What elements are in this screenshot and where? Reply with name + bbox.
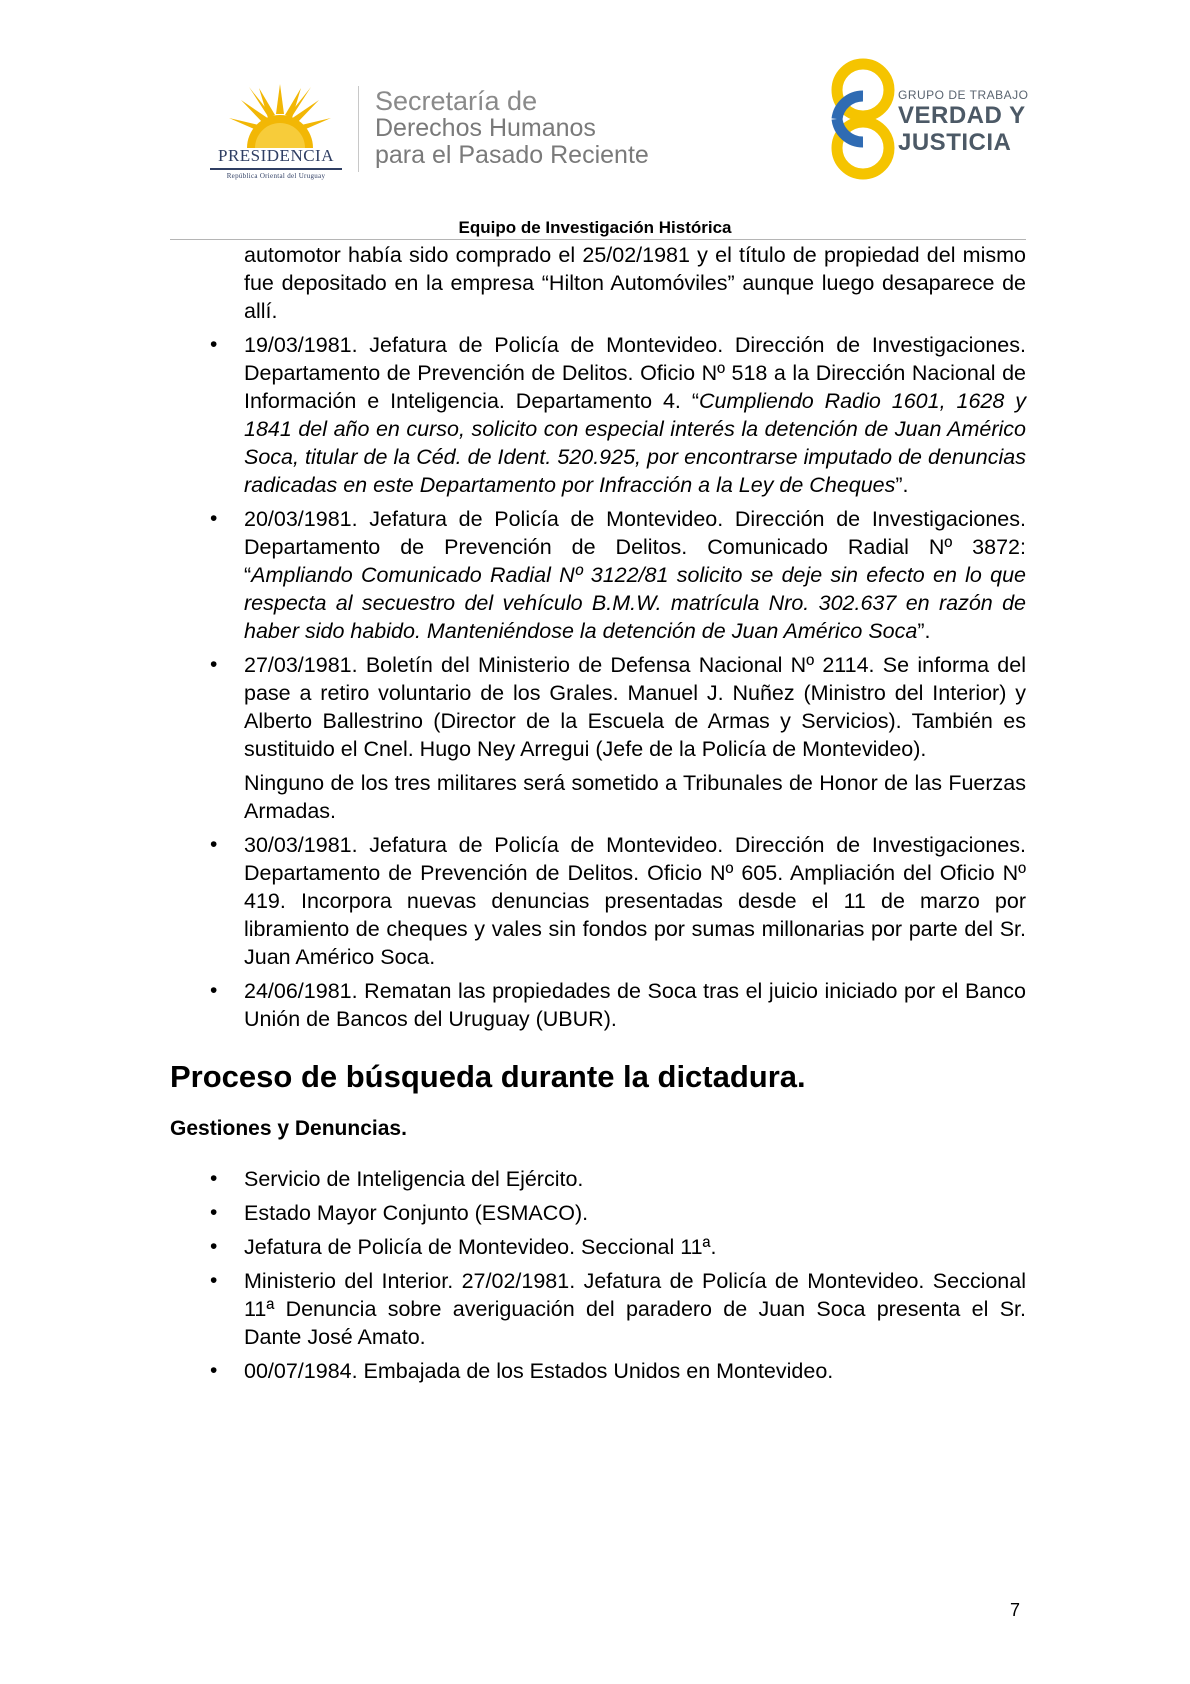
item-quote: Ampliando Comunicado Radial Nº 3122/81 solicito se deje sin efecto en lo que respecta al secuestro del vehículo B.M.W. matrícula Nro. 302.637 en razón de haber sido habido. Manteniéndose la detención de Juan Américo Soca [244, 563, 1026, 643]
header-title: Equipo de Investigación Histórica [458, 218, 732, 237]
page-content [170, 241, 1026, 1391]
item-lead: 20/03/1981. Jefatura de Policía de Montevideo. Dirección de Investigaciones. Departamento de Prevención de Delitos. Comunicado Radial Nº 3872: “ [244, 507, 1026, 587]
bullet: • [210, 833, 218, 856]
list-item [170, 1165, 1026, 1193]
bullet: • [210, 1359, 218, 1382]
subsection-title: Gestiones y Denuncias. [170, 1117, 407, 1140]
list-item [170, 831, 1026, 971]
bullet: • [210, 979, 218, 1002]
bullet: • [210, 653, 218, 676]
page-number: 7 [1010, 1600, 1021, 1620]
verdad-line: VERDAD Y [898, 102, 1026, 129]
list-item-text: Estado Mayor Conjunto (ESMACO). [244, 1201, 589, 1225]
list-item [170, 651, 1026, 763]
list-item-text: Jefatura de Policía de Montevideo. Seccional 11ª. [244, 1235, 717, 1259]
list-item [170, 331, 1026, 499]
presidencia-subtitle: República Oriental del Uruguay [226, 172, 326, 180]
list-item-extra-paragraph: Ninguno de los tres militares será sometido a Tribunales de Honor de las Fuerzas Armadas. [244, 771, 1026, 823]
justicia-line: JUSTICIA [898, 129, 1012, 156]
logo-divider [358, 86, 359, 172]
bullet: • [210, 1167, 218, 1190]
grupo-trabajo-line: GRUPO DE TRABAJO [898, 88, 1029, 102]
list-item-text: Ministerio del Interior. 27/02/1981. Jefatura de Policía de Montevideo. Seccional 11ª Denuncia sobre averiguación del paradero de Juan Soca presenta el Sr. Dante José Amato. [244, 1269, 1026, 1349]
secretaria-line-3: para el Pasado Reciente [375, 141, 649, 169]
list-item [170, 1267, 1026, 1351]
continued-paragraph: automotor había sido comprado el 25/02/1981 y el título de propiedad del mismo fue depositado en la empresa “Hilton Automóviles” aunque luego desaparece de allí. [244, 243, 1026, 323]
list-item-text: Servicio de Inteligencia del Ejército. [244, 1167, 584, 1191]
bullet: • [210, 507, 218, 530]
list-item-text: 30/03/1981. Jefatura de Policía de Montevideo. Dirección de Investigaciones. Departamento de Prevención de Delitos. Oficio Nº 605. Ampliación del Oficio Nº 419. Incorpora nuevas denuncias presentadas desde el 11 de marzo por libramiento de cheques y vales sin fondos por sumas millonarias por parte del Sr. Juan Américo Soca. [244, 833, 1026, 969]
list-item [170, 505, 1026, 645]
list-item-text [244, 505, 1026, 645]
secretaria-line-2: Derechos Humanos [375, 114, 596, 142]
sun-logo-icon [225, 78, 335, 154]
list-item [170, 977, 1026, 1033]
list-item [170, 1233, 1026, 1261]
grupo-trabajo-logo-text [898, 88, 1028, 156]
secretaria-logo-text [375, 88, 649, 169]
list-item-text [244, 331, 1026, 499]
verdad-justicia-rings-icon [818, 56, 908, 184]
section-title: Proceso de búsqueda durante la dictadura. [170, 1059, 806, 1094]
presidencia-logo [200, 146, 352, 180]
list-item [170, 1357, 1026, 1385]
presidencia-name: PRESIDENCIA [217, 146, 334, 165]
item-tail: ”. [895, 473, 909, 497]
item-tail: ”. [917, 619, 931, 643]
bullet: • [210, 1201, 218, 1224]
list-item-text: 24/06/1981. Rematan las propiedades de Soca tras el juicio iniciado por el Banco Unión de Bancos del Uruguay (UBUR). [244, 979, 1026, 1031]
bullet: • [210, 1269, 218, 1292]
list-item-text: 27/03/1981. Boletín del Ministerio de Defensa Nacional Nº 2114. Se informa del pase a retiro voluntario de los Grales. Manuel J. Nuñez (Ministro del Interior) y Alberto Ballestrino (Director de la Escuela de Armas y Servicios). También es sustituido el Cnel. Hugo Ney Arregui (Jefe de la Policía de Montevideo). [244, 653, 1026, 761]
list-item-text: 00/07/1984. Embajada de los Estados Unidos en Montevideo. [244, 1359, 834, 1383]
secretaria-line-1: Secretaría de [375, 86, 538, 116]
item-lead: 19/03/1981. Jefatura de Policía de Montevideo. Dirección de Investigaciones. Departamento de Prevención de Delitos. Oficio Nº 518 a la Dirección Nacional de Información e Inteligencia. Departamento 4. “ [244, 333, 1026, 413]
page-header [0, 0, 1190, 240]
bullet: • [210, 333, 218, 356]
list-item [170, 1199, 1026, 1227]
header-rule [170, 239, 1026, 240]
bullet: • [210, 1235, 218, 1258]
item-quote: Cumpliendo Radio 1601, 1628 y 1841 del año en curso, solicito con especial interés la detención de Juan Américo Soca, titular de la Céd. de Ident. 520.925, por encontrarse imputado de denuncias radicadas en este Departamento por Infracción a la Ley de Cheques [244, 389, 1026, 497]
presidencia-rule [210, 168, 342, 170]
